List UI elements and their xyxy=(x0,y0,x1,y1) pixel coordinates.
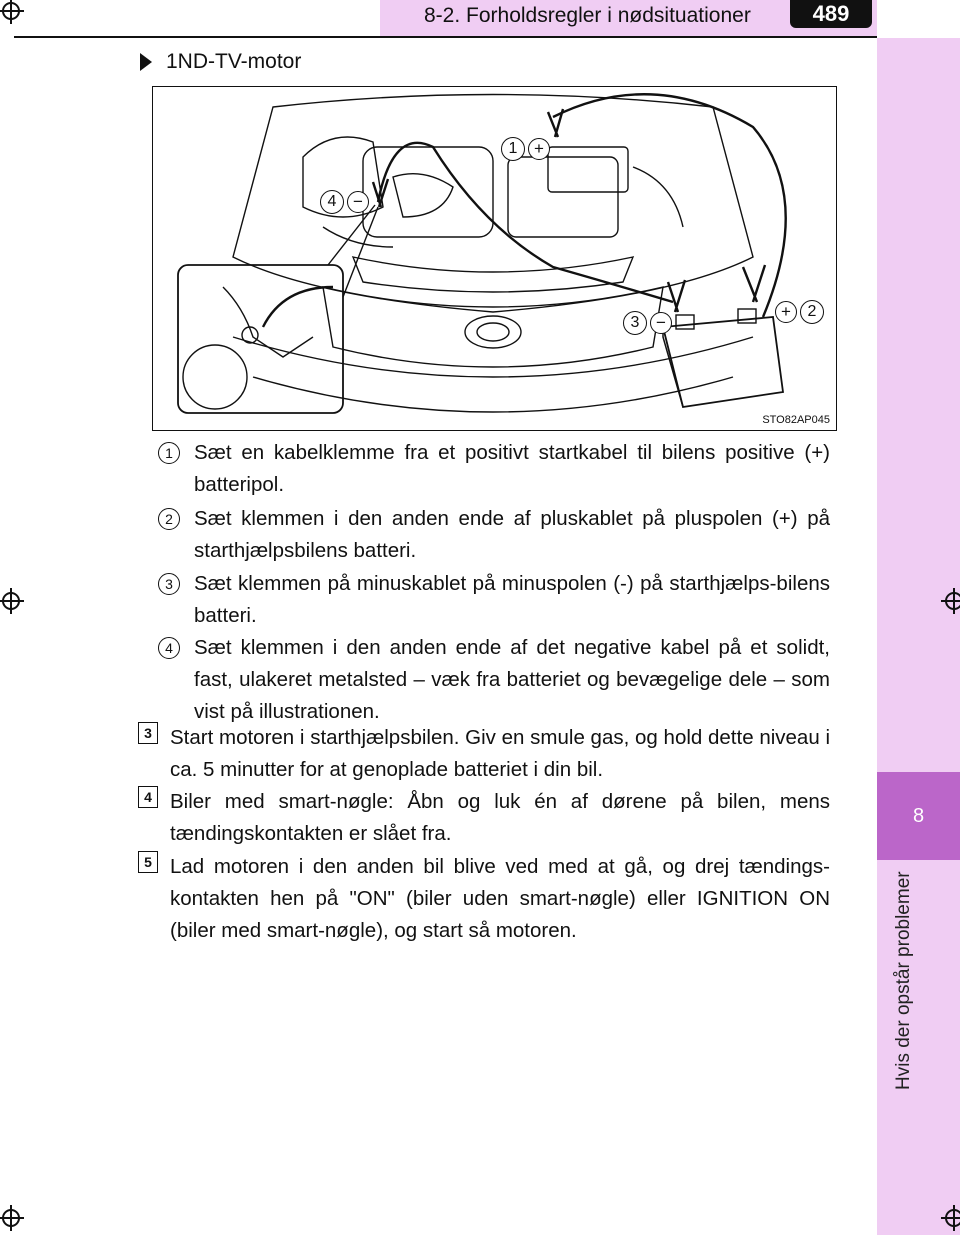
fuse-box xyxy=(548,147,628,192)
step-number: 4 xyxy=(138,786,158,808)
engine-bay-drawing xyxy=(153,87,836,430)
front-grille xyxy=(323,287,663,367)
substep-text: Sæt klemmen i den anden ende af pluskablet på pluspolen (+) på starthjælpsbilens batteri. xyxy=(194,507,830,562)
engine-cover xyxy=(363,147,493,237)
chapter-number: 8 xyxy=(877,772,960,860)
inset-reservoir xyxy=(183,345,247,409)
substep-number: 2 xyxy=(158,508,180,530)
engine-part xyxy=(508,157,618,237)
step-text: Lad motoren i den anden bil blive ved med at gå, og drej tændings-kontakten hen på "ON" (biler uden smart-nøgle) eller IGNITION ON (biler med smart-nøgle), og start så motoren. xyxy=(170,855,830,942)
step-3 xyxy=(138,722,830,786)
registration-mark-icon xyxy=(0,1205,24,1231)
header-rule xyxy=(14,36,877,38)
clamp-icon xyxy=(548,109,563,137)
plus-icon: + xyxy=(528,138,550,160)
callout-4: 4 − xyxy=(320,190,369,214)
front-bumper xyxy=(253,377,733,412)
minus-icon: − xyxy=(347,191,369,213)
substep-text: Sæt klemmen i den anden ende af det negative kabel på et solidt, fast, ulakeret metalsted – væk fra batteriet og bevægelige dele – som vist på illustrationen. xyxy=(194,636,830,723)
booster-battery xyxy=(663,317,783,407)
step-5 xyxy=(138,851,830,947)
battery-terminal xyxy=(738,309,756,323)
section-title: 8-2. Forholdsregler i nødsituationer xyxy=(424,4,751,27)
car-emblem xyxy=(477,323,509,341)
clamp-icon xyxy=(743,265,765,302)
registration-mark-icon xyxy=(941,1205,960,1231)
page-number: 489 xyxy=(790,0,872,28)
step-4 xyxy=(138,786,830,850)
radiator xyxy=(353,257,633,292)
section-heading-text: 1ND-TV-motor xyxy=(166,50,302,73)
engine-detail xyxy=(633,167,683,227)
substep-1 xyxy=(158,437,830,501)
car-emblem xyxy=(465,316,521,348)
registration-mark-icon xyxy=(0,588,24,614)
registration-mark-icon xyxy=(941,588,960,614)
substep-text: Sæt en kabelklemme fra et positivt startkabel til bilens positive (+) batteripol. xyxy=(194,441,830,496)
substep-number: 1 xyxy=(158,442,180,464)
substep-3 xyxy=(158,568,830,632)
engine-jumpstart-illustration xyxy=(152,86,837,431)
section-heading xyxy=(140,50,301,74)
substep-number: 3 xyxy=(158,573,180,595)
step-text: Biler med smart-nøgle: Åbn og luk én af dørene på bilen, mens tændingskontakten er slået fra. xyxy=(170,790,830,845)
callout-1: 1 + xyxy=(501,137,550,161)
jumper-cable-negative xyxy=(378,143,673,302)
leader-line xyxy=(328,205,375,265)
front-bumper xyxy=(233,337,753,377)
triangle-bullet-icon xyxy=(140,53,152,71)
substep-text: Sæt klemmen på minuskablet på minuspolen (-) på starthjælps-bilens batteri. xyxy=(194,572,830,627)
inset-bracket xyxy=(223,287,313,357)
step-text: Start motoren i starthjælpsbilen. Giv en smule gas, og hold dette niveau i ca. 5 minutter for at genoplade batteriet i din bil. xyxy=(170,726,830,781)
registration-mark-icon xyxy=(0,0,24,24)
inset-arrow xyxy=(263,287,333,327)
substep-2 xyxy=(158,503,830,567)
plus-icon: + xyxy=(775,301,797,323)
step-number: 3 xyxy=(138,722,158,744)
step-number: 5 xyxy=(138,851,158,873)
minus-icon: − xyxy=(650,312,672,334)
callout-3: 3 − xyxy=(623,311,672,335)
chapter-title: Hvis der opstår problemer xyxy=(893,871,914,1090)
callout-2: + 2 xyxy=(775,300,824,324)
engine-detail xyxy=(393,174,453,217)
figure-code: STO82AP045 xyxy=(762,414,830,426)
battery-terminal xyxy=(676,315,694,329)
substep-number: 4 xyxy=(158,637,180,659)
substep-4 xyxy=(158,632,830,728)
